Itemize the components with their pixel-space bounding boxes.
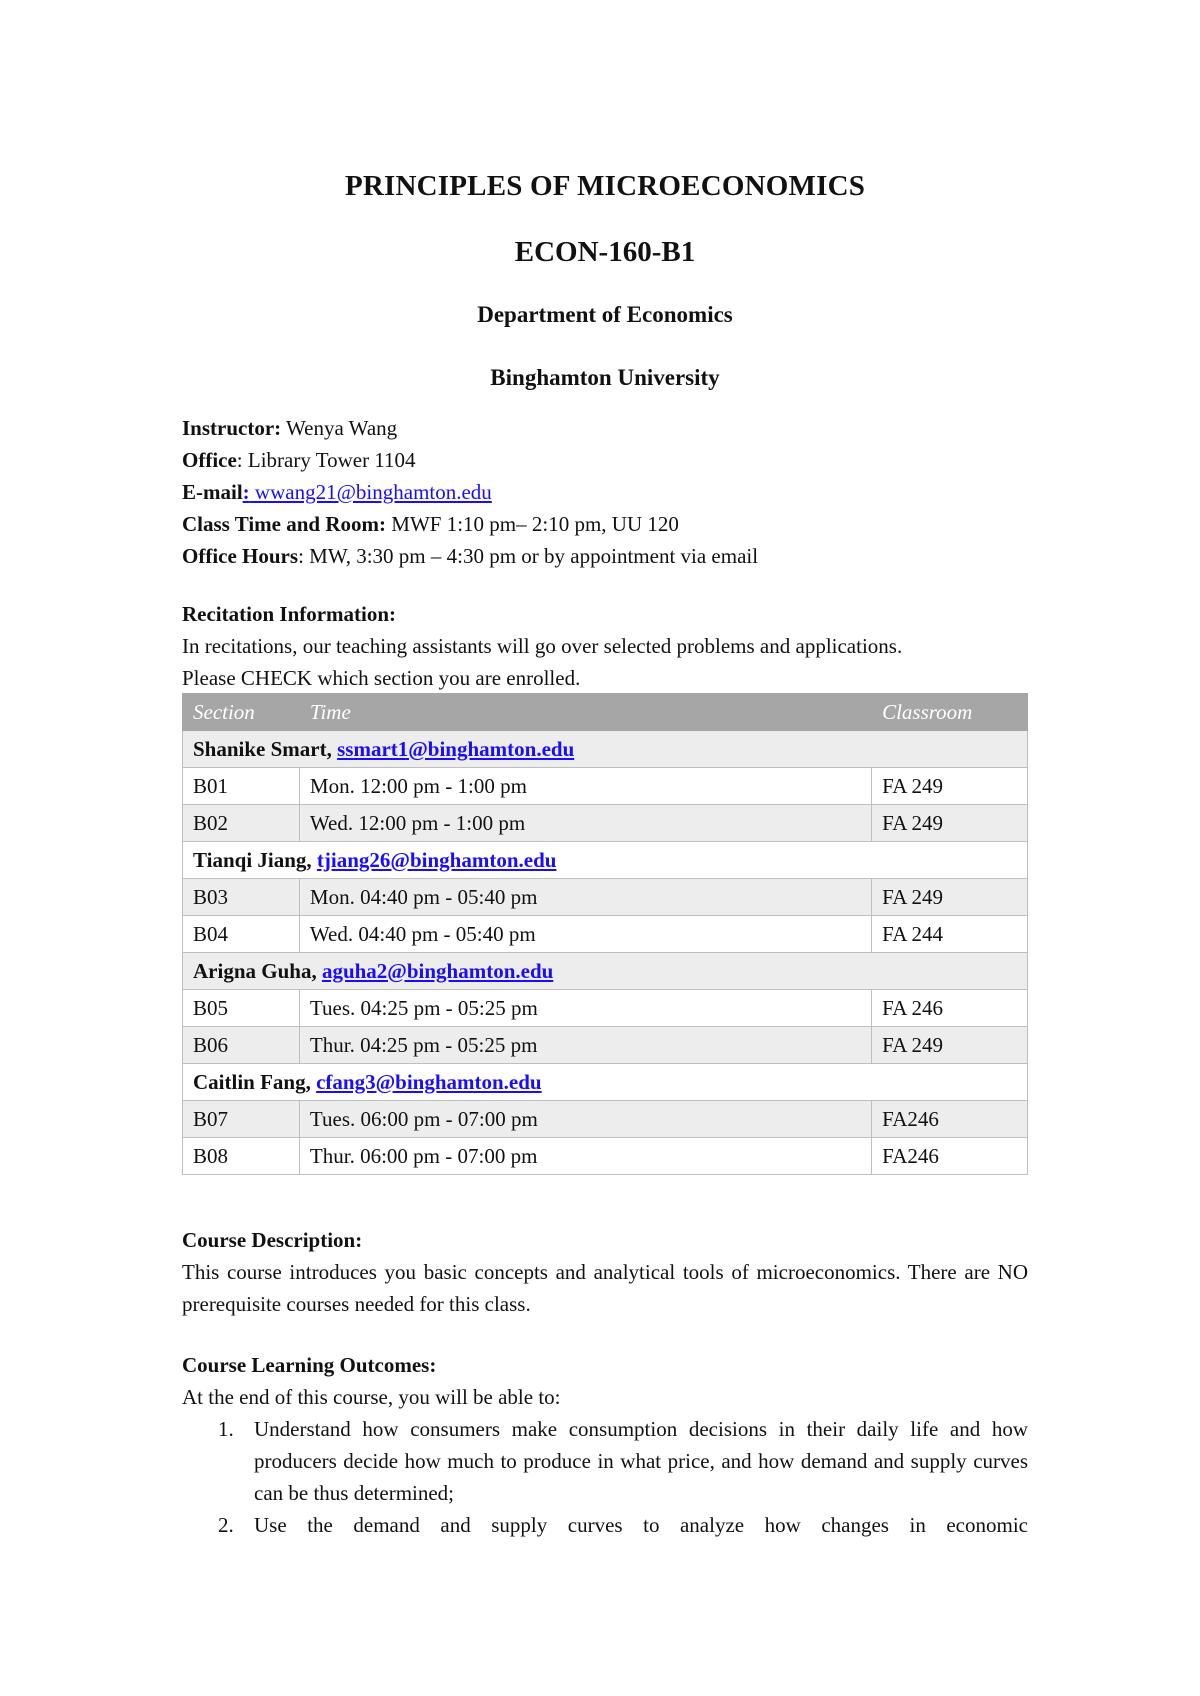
section-cell: B07 — [183, 1101, 300, 1138]
outcome-number: 2. — [218, 1513, 234, 1537]
time-cell: Thur. 04:25 pm - 05:25 pm — [299, 1027, 871, 1064]
description-heading: Course Description: — [182, 1228, 363, 1252]
ta-name: Tianqi Jiang, — [193, 847, 317, 872]
list-item — [182, 1413, 1028, 1509]
recitation-table — [182, 693, 1028, 1175]
instructor-value: Wenya Wang — [281, 416, 398, 440]
ta-email-link[interactable]: aguha2@binghamton.edu — [321, 958, 554, 983]
section-cell: B02 — [183, 805, 300, 842]
department-name: Department of Economics — [477, 302, 733, 327]
ta-name: Shanike Smart, — [193, 736, 338, 761]
room-cell: FA 244 — [872, 916, 1028, 953]
recitation-section — [182, 598, 1028, 694]
ta-cell — [183, 953, 1028, 990]
email-label: E-mail — [182, 480, 243, 504]
col-header-classroom: Classroom — [872, 694, 1028, 731]
table-row — [183, 990, 1028, 1027]
office-hours-row — [182, 540, 758, 572]
instructor-label: Instructor: — [182, 416, 282, 440]
ta-cell — [183, 731, 1028, 768]
time-cell: Thur. 06:00 pm - 07:00 pm — [299, 1138, 871, 1175]
room-cell: FA 249 — [872, 768, 1028, 805]
instructor-info — [182, 412, 758, 572]
office-hours-value: : MW, 3:30 pm – 4:30 pm or by appointment via email — [298, 544, 759, 568]
instructor-email-link[interactable]: wwang21@binghamton.edu — [249, 480, 492, 504]
table-row — [183, 916, 1028, 953]
office-row — [182, 444, 758, 476]
ta-email-link[interactable]: tjiang26@binghamton.edu — [316, 847, 557, 872]
room-cell: FA 249 — [872, 805, 1028, 842]
class-time-label: Class Time and Room: — [182, 512, 387, 536]
ta-email-link[interactable]: ssmart1@binghamton.edu — [337, 736, 575, 761]
room-cell: FA246 — [872, 1101, 1028, 1138]
section-cell: B01 — [183, 768, 300, 805]
outcome-text: Understand how consumers make consumption decisions in their daily life and how producers decide how much to produce in what price, and how demand and supply curves can be thus determined; — [254, 1417, 1028, 1505]
time-cell: Mon. 12:00 pm - 1:00 pm — [299, 768, 871, 805]
outcome-text: Use the demand and supply curves to analyze how changes in economic — [254, 1513, 1028, 1537]
ta-name: Caitlin Fang, — [193, 1069, 317, 1094]
recitation-heading: Recitation Information: — [182, 602, 397, 626]
course-title: PRINCIPLES OF MICROECONOMICS — [344, 170, 866, 202]
time-cell: Wed. 12:00 pm - 1:00 pm — [299, 805, 871, 842]
section-cell: B08 — [183, 1138, 300, 1175]
course-code: ECON-160-B1 — [514, 236, 696, 268]
table-row — [183, 1027, 1028, 1064]
class-time-row — [182, 508, 758, 540]
table-row — [183, 768, 1028, 805]
time-cell: Tues. 04:25 pm - 05:25 pm — [299, 990, 871, 1027]
time-cell: Mon. 04:40 pm - 05:40 pm — [299, 879, 871, 916]
table-row — [183, 805, 1028, 842]
course-description-section — [182, 1224, 1028, 1320]
office-hours-label: Office Hours — [182, 544, 299, 568]
table-header-row — [183, 694, 1028, 731]
email-sep: : — [242, 480, 250, 504]
outcomes-intro: At the end of this course, you will be able to: — [182, 1385, 561, 1409]
ta-row — [183, 1064, 1028, 1101]
room-cell: FA246 — [872, 1138, 1028, 1175]
ta-row — [183, 953, 1028, 990]
recitation-line-1: In recitations, our teaching assistants will go over selected problems and applications. — [182, 634, 903, 658]
ta-name: Arigna Guha, — [193, 958, 322, 983]
outcomes-list — [182, 1413, 1028, 1541]
section-cell: B05 — [183, 990, 300, 1027]
class-time-value: MWF 1:10 pm– 2:10 pm, UU 120 — [386, 512, 679, 536]
office-value: : Library Tower 1104 — [236, 448, 416, 472]
ta-email-link[interactable]: cfang3@binghamton.edu — [316, 1069, 542, 1094]
table-row — [183, 1138, 1028, 1175]
list-item — [182, 1509, 1028, 1541]
ta-cell — [183, 842, 1028, 879]
office-label: Office — [182, 448, 237, 472]
ta-row — [183, 842, 1028, 879]
learning-outcomes-section — [182, 1349, 1028, 1541]
ta-row — [183, 731, 1028, 768]
outcomes-heading: Course Learning Outcomes: — [182, 1353, 437, 1377]
email-row — [182, 476, 758, 508]
university-name: Binghamton University — [490, 365, 720, 390]
outcome-number: 1. — [218, 1417, 234, 1441]
time-cell: Wed. 04:40 pm - 05:40 pm — [299, 916, 871, 953]
room-cell: FA 246 — [872, 990, 1028, 1027]
section-cell: B03 — [183, 879, 300, 916]
col-header-time: Time — [299, 694, 871, 731]
room-cell: FA 249 — [872, 879, 1028, 916]
description-text: This course introduces you basic concepts and analytical tools of microeconomics. There are NO prerequisite courses needed for this class. — [182, 1260, 1028, 1316]
section-cell: B06 — [183, 1027, 300, 1064]
instructor-row — [182, 412, 758, 444]
table-row — [183, 1101, 1028, 1138]
col-header-section: Section — [183, 694, 300, 731]
ta-cell — [183, 1064, 1028, 1101]
room-cell: FA 249 — [872, 1027, 1028, 1064]
time-cell: Tues. 06:00 pm - 07:00 pm — [299, 1101, 871, 1138]
table-row — [183, 879, 1028, 916]
recitation-line-2: Please CHECK which section you are enrolled. — [182, 666, 581, 690]
section-cell: B04 — [183, 916, 300, 953]
